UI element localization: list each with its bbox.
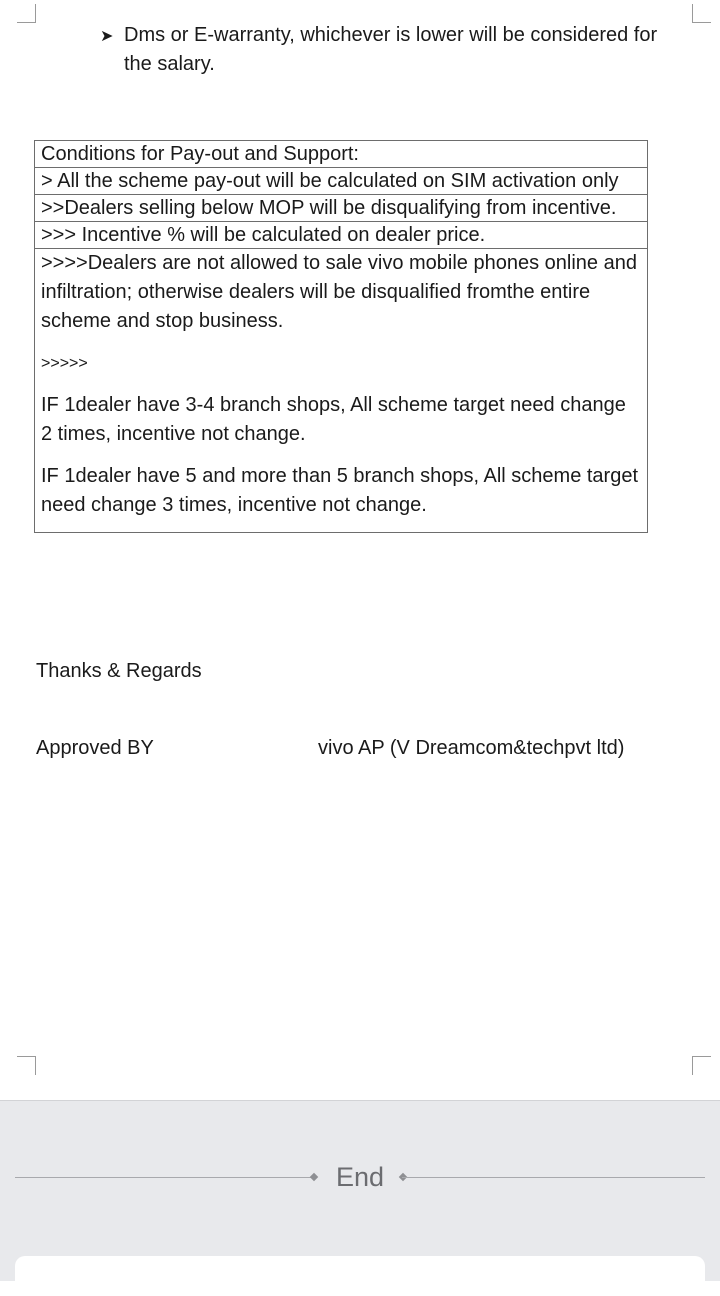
condition-row: >>> Incentive % will be calculated on dealer price. <box>35 222 648 249</box>
condition-row: >>Dealers selling below MOP will be disqualifying from incentive. <box>35 195 648 222</box>
branch-rule-5-plus: IF 1dealer have 5 and more than 5 branch shops, All scheme target need change 3 times, incentive not change. <box>41 465 639 516</box>
end-divider-left <box>15 1177 315 1178</box>
bottom-card <box>15 1256 705 1296</box>
approver-organization: vivo AP (V Dreamcom&techpvt ltd) <box>318 737 625 759</box>
salary-bullet <box>100 21 690 79</box>
page-corner-mark <box>17 1056 36 1075</box>
online-sale-rule: >>>>Dealers are not allowed to sale vivo mobile phones online and infiltration; otherwise dealers will be disqualified fromthe entire scheme and stop business. <box>41 252 637 332</box>
end-label: End <box>335 1162 385 1192</box>
bullet-text: Dms or E-warranty, whichever is lower will be considered for the salary. <box>124 24 658 75</box>
conditions-table <box>34 140 648 533</box>
condition-row-detailed <box>35 249 648 533</box>
page-corner-mark <box>17 4 36 23</box>
page-corner-mark <box>692 1056 711 1075</box>
branch-rule-3-4: IF 1dealer have 3-4 branch shops, All scheme target need change 2 times, incentive not change. <box>41 394 626 445</box>
page-corner-mark <box>692 4 711 23</box>
condition-row: > All the scheme pay-out will be calculated on SIM activation only <box>35 168 648 195</box>
arrow-bullet-icon: ➤ <box>100 28 114 45</box>
end-divider-right <box>402 1177 705 1178</box>
conditions-header: Conditions for Pay-out and Support: <box>35 141 648 168</box>
approved-by-label: Approved BY <box>36 737 154 759</box>
rule-marker: >>>>> <box>41 355 88 372</box>
thanks-regards: Thanks & Regards <box>36 660 202 682</box>
